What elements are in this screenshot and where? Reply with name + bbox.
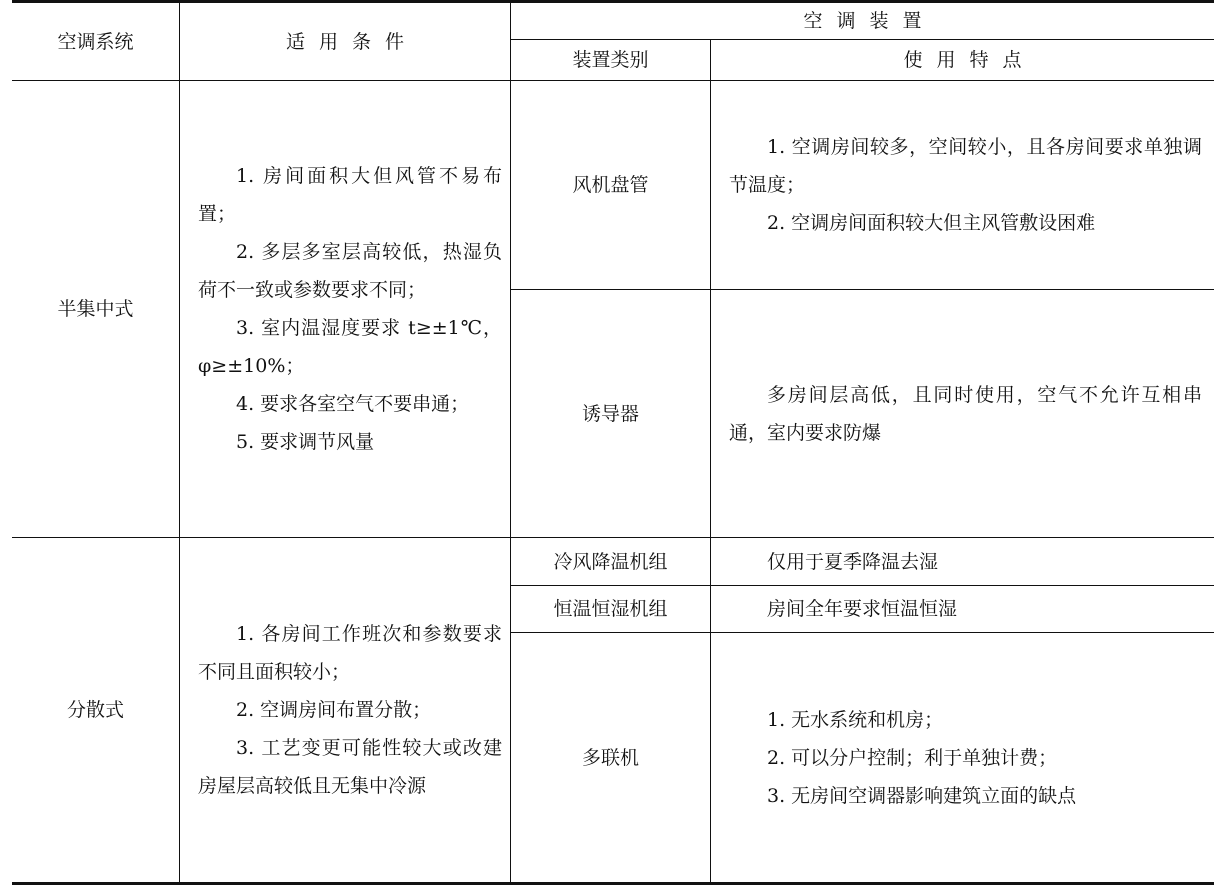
row1-device1-type-text: 风机盘管 [572, 174, 649, 196]
header-device-type [511, 40, 710, 80]
row1-device2-type [511, 290, 710, 537]
header-system [12, 3, 179, 80]
table-bottom-rule [12, 882, 1214, 885]
header-features [711, 40, 1214, 80]
row1-device2-feature-1: 多房间层高低，且同时使用，空气不允许互相串通，室内要求防爆 [729, 383, 1202, 444]
row1-system-text: 半集中式 [57, 298, 134, 320]
row1-device1-features [711, 81, 1214, 289]
row1-device2-type-text: 诱导器 [581, 402, 639, 425]
row1-device1-type [511, 81, 710, 289]
row1-conditions [180, 81, 510, 537]
row2-condition-1: 1. 各房间工作班次和参数要求不同且面积较小； [198, 623, 502, 683]
row2-system [12, 538, 179, 882]
row2-device2-feature-1: 房间全年要求恒温恒湿 [767, 598, 958, 620]
row2-device1-feature-1: 仅用于夏季降温去湿 [767, 550, 939, 573]
header-system-text: 空调系统 [57, 30, 134, 53]
row1-condition-3: 3. 室内温湿度要求 t≥±1℃，φ≥±10%； [198, 317, 502, 377]
header-device [511, 3, 1214, 39]
ac-system-table [12, 0, 1214, 885]
row2-device2-type [511, 586, 710, 632]
row2-device3-feature-1: 1. 无水系统和机房； [767, 708, 944, 731]
row2-device3-feature-2: 2. 可以分户控制；利于单独计费； [767, 746, 1058, 769]
row1-system [12, 81, 179, 537]
row1-device1-feature-1: 1. 空调房间较多，空间较小，且各房间要求单独调节温度； [729, 136, 1202, 196]
row2-device3-type-text: 多联机 [581, 746, 639, 769]
row1-condition-4: 4. 要求各室空气不要串通； [236, 393, 470, 415]
header-conditions-text: 适用条件 [285, 30, 418, 53]
row2-device3-feature-3: 3. 无房间空调器影响建筑立面的缺点 [767, 784, 1077, 807]
row2-device3-type [511, 633, 710, 882]
header-conditions [180, 3, 510, 80]
header-features-text: 使用特点 [903, 49, 1036, 71]
row2-device2-type-text: 恒温恒湿机组 [553, 598, 668, 620]
row2-device1-type [511, 538, 710, 585]
row2-device3-features [711, 633, 1214, 882]
row1-condition-2: 2. 多层多室层高较低，热湿负荷不一致或参数要求不同； [198, 241, 502, 301]
row2-condition-2: 2. 空调房间布置分散； [236, 699, 432, 721]
row1-condition-1: 1. 房间面积大但风管不易布置； [198, 165, 502, 225]
row1-device1-feature-2: 2. 空调房间面积较大但主风管敷设困难 [767, 212, 1096, 234]
header-device-type-text: 装置类别 [572, 49, 649, 71]
row2-device1-type-text: 冷风降温机组 [553, 550, 668, 573]
row1-device2-features [711, 290, 1214, 537]
row2-condition-3: 3. 工艺变更可能性较大或改建房屋层高较低且无集中冷源 [198, 737, 502, 797]
row2-system-text: 分散式 [66, 699, 124, 721]
row2-conditions [180, 538, 510, 882]
header-device-text: 空调装置 [803, 10, 936, 32]
row2-device1-features [711, 538, 1214, 585]
row1-condition-5: 5. 要求调节风量 [236, 431, 375, 453]
row2-device2-features [711, 586, 1214, 632]
